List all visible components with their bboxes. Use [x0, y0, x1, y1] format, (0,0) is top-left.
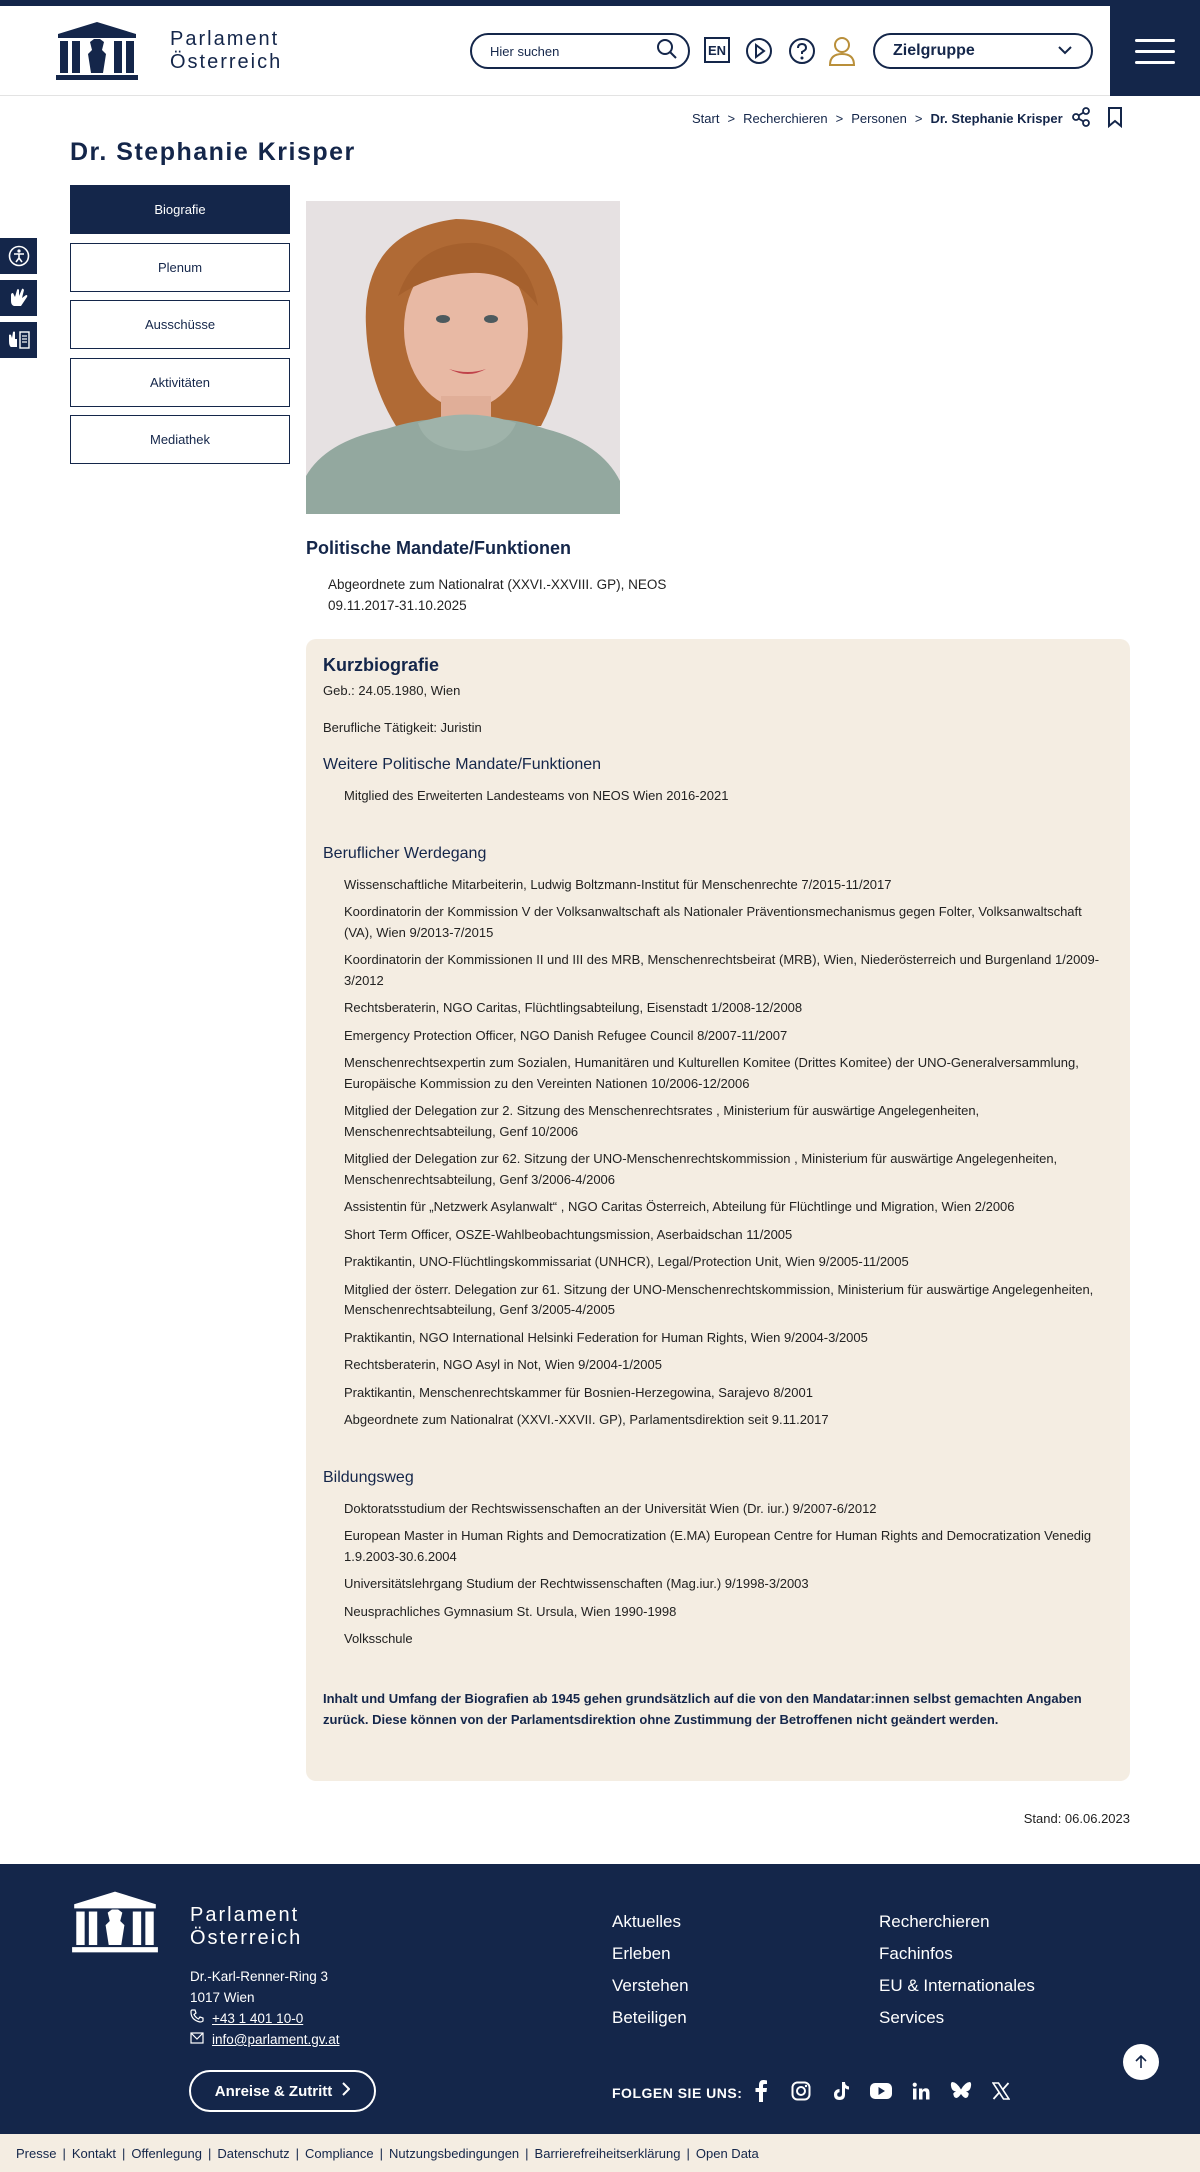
legal-separator: | — [686, 2145, 690, 2161]
mandate-period: 09.11.2017-31.10.2025 — [328, 598, 467, 613]
list-item: Koordinatorin der Kommissionen II und III des MRB, Menschenrechtsbeirat (MRB), Wien, Niederösterreich und Burgenland 1/2009-3/2012 — [344, 952, 1100, 988]
legal-separator: | — [525, 2145, 529, 2161]
list-item: Rechtsberaterin, NGO Caritas, Flüchtlingsabteilung, Eisenstadt 1/2008-12/2008 — [344, 1000, 803, 1015]
list-item: Mitglied des Erweiterten Landesteams von NEOS Wien 2016-2021 — [344, 788, 729, 803]
nav-item-biografie[interactable]: Biografie — [70, 185, 290, 234]
site-footer — [0, 1864, 1200, 2134]
list-item: Praktikantin, UNO-Flüchtlingskommissariat (UNHCR), Legal/Protection Unit, Wien 9/2005-11/2005 — [344, 1254, 909, 1269]
bildungsweg-heading: Bildungsweg — [323, 1468, 414, 1486]
youtube-icon[interactable] — [868, 2078, 894, 2104]
footer-brand — [190, 1904, 302, 1950]
list-item: Menschenrechtsexpertin zum Sozialen, Humanitären und Kulturellen Komitee (Drittes Komitee) der UNO-Generalversammlung, Europäische Kommission zu den Vereinten Nationen 10/2006-12/2006 — [344, 1055, 1079, 1091]
search-icon[interactable] — [656, 38, 678, 65]
nav-item-mediathek[interactable]: Mediathek — [70, 415, 290, 464]
list-item: Praktikantin, NGO International Helsinki Federation for Human Rights, Wien 9/2004-3/2005 — [344, 1329, 868, 1345]
breadcrumb-item-recherchieren[interactable]: Recherchieren — [743, 111, 828, 126]
list-item: Rechtsberaterin, NGO Asyl in Not, Wien 9/2004-1/2005 — [344, 1357, 662, 1372]
footer-link-aktuelles[interactable]: Aktuelles — [612, 1912, 681, 1931]
x-icon[interactable] — [988, 2078, 1014, 2104]
legal-separator: | — [121, 2145, 126, 2161]
page-title: Dr. Stephanie Krisper — [70, 138, 356, 166]
job-info: Berufliche Tätigkeit: Juristin — [323, 720, 482, 735]
mandate-line: Abgeordnete zum Nationalrat (XXVI.-XXVIII. GP), NEOS — [328, 577, 667, 592]
mandate-heading: Politische Mandate/Funktionen — [306, 538, 572, 558]
footer-link-erleben[interactable]: Erleben — [612, 1944, 671, 1963]
list-item: Neusprachliches Gymnasium St. Ursula, Wien 1990-1998 — [344, 1603, 677, 1619]
sign-language-icon[interactable] — [0, 280, 37, 316]
zielgruppe-dropdown[interactable] — [873, 33, 1093, 69]
footer-links-col1 — [612, 1906, 689, 2034]
linkedin-icon[interactable] — [908, 2078, 934, 2104]
mail-icon — [190, 2029, 204, 2050]
legal-link-offenlegung[interactable]: Offenlegung — [131, 2145, 202, 2161]
list-item: Praktikantin, Menschenrechtskammer für Bosnien-Herzegowina, Sarajevo 8/2001 — [344, 1384, 813, 1400]
hamburger-line — [1135, 39, 1175, 42]
weitere-mandate-heading: Weitere Politische Mandate/Funktionen — [323, 756, 602, 773]
search-input[interactable] — [490, 44, 650, 59]
footer-link-services[interactable]: Services — [879, 2008, 945, 2027]
anreise-button[interactable] — [189, 2070, 376, 2112]
portrait-photo — [306, 201, 620, 514]
footer-link-fachinfos[interactable]: Fachinfos — [879, 1944, 953, 1963]
footer-link-beteiligen[interactable]: Beteiligen — [612, 2008, 687, 2027]
bildungsweg-list — [323, 1499, 1114, 1650]
legal-separator: | — [295, 2145, 299, 2161]
phone-link[interactable]: +43 1 401 10-0 — [212, 2011, 304, 2026]
chevron-down-icon — [1057, 42, 1073, 60]
person-nav — [70, 185, 290, 473]
mandate-block — [328, 574, 666, 616]
follow-label: FOLGEN SIE UNS: — [612, 2085, 743, 2101]
breadcrumb-separator: > — [727, 111, 736, 126]
breadcrumb-item-personen[interactable]: Personen — [851, 111, 907, 126]
list-item: Assistentin für „Netzwerk Asylanwalt“ , NGO Caritas Österreich, Abteilung für Flüchtlinge und Migration, Wien 2/2006 — [344, 1199, 1015, 1214]
chevron-right-icon — [342, 2082, 350, 2100]
back-to-top-button[interactable] — [1123, 2044, 1159, 2080]
search-box[interactable] — [470, 33, 690, 69]
footer-logo[interactable] — [70, 1889, 160, 1960]
breadcrumb — [692, 106, 1123, 131]
accessibility-toolbar — [0, 238, 37, 364]
list-item: Mitglied der österr. Delegation zur 61. Sitzung der UNO-Menschenrechtskommission, Ministerium für auswärtige Angelegenheiten, Menschenrechtsabteilung, Genf 3/2005-4/2005 — [344, 1281, 1094, 1317]
arrow-up-icon — [1134, 2055, 1148, 2069]
parliament-logo-icon — [70, 1889, 160, 1955]
anreise-label: Anreise & Zutritt — [214, 2082, 333, 2100]
brand-line1: Parlament — [170, 28, 280, 50]
instagram-icon[interactable] — [788, 2078, 814, 2104]
legal-link-barrierefreiheit[interactable]: Barrierefreiheitserklärung — [534, 2145, 681, 2161]
social-links — [748, 2078, 1014, 2104]
legal-link-nutzungsbedingungen[interactable]: Nutzungsbedingungen — [389, 2145, 520, 2161]
email-link[interactable]: info@parlament.gv.at — [212, 2032, 340, 2047]
kurzbiografie-heading: Kurzbiografie — [323, 655, 440, 675]
facebook-icon[interactable] — [748, 2078, 774, 2104]
legal-links-bar — [0, 2134, 1200, 2172]
list-item: Short Term Officer, OSZE-Wahlbeobachtungsmission, Aserbaidschan 11/2005 — [344, 1226, 793, 1242]
breadcrumb-current: Dr. Stephanie Krisper — [930, 111, 1063, 126]
werdegang-heading: Beruflicher Werdegang — [323, 844, 487, 862]
legal-separator: | — [62, 2145, 66, 2161]
last-updated: Stand: 06.06.2023 — [1023, 1811, 1130, 1826]
nav-item-aktivitaeten[interactable]: Aktivitäten — [70, 358, 290, 407]
list-item: Universitätslehrgang Studium der Rechtwissenschaften (Mag.iur.) 9/1998-3/2003 — [344, 1576, 809, 1591]
bluesky-icon[interactable] — [948, 2078, 974, 2104]
list-item: Wissenschaftliche Mitarbeiterin, Ludwig Boltzmann-Institut für Menschenrechte 7/2015-11/2017 — [344, 876, 892, 892]
list-item: Volksschule — [344, 1631, 413, 1646]
easy-language-icon[interactable] — [0, 322, 37, 358]
list-item: Koordinatorin der Kommission V der Volksanwaltschaft als Nationaler Präventionsmechanismus gegen Folter, Volksanwaltschaft (VA), Wien 9/2013-7/2015 — [344, 904, 1082, 940]
legal-link-presse[interactable]: Presse — [16, 2145, 57, 2161]
biography-disclaimer: Inhalt und Umfang der Biografien ab 1945 gehen grundsätzlich auf die von den Mandatar:innen selbst gemachten Angaben zurück. Diese können von der Parlamentsdirektion ohne Zustimmung der Betroffenen nicht geändert werden. — [323, 1690, 1082, 1727]
zielgruppe-label: Zielgruppe — [893, 42, 975, 59]
brand-line2: Österreich — [170, 51, 283, 73]
phone-icon — [190, 2008, 204, 2029]
play-icon[interactable] — [745, 37, 773, 65]
address-city: 1017 Wien — [190, 1990, 255, 2005]
list-item: Mitglied der Delegation zur 2. Sitzung des Menschenrechtsrates , Ministerium für auswärtige Angelegenheiten, Menschenrechtsabteilung, Genf 10/2006 — [344, 1103, 980, 1139]
parliament-logo-icon — [54, 20, 140, 82]
hamburger-line — [1135, 61, 1175, 64]
breadcrumb-item-start[interactable]: Start — [692, 111, 720, 126]
legal-link-compliance[interactable]: Compliance — [305, 2145, 374, 2161]
list-item: Emergency Protection Officer, NGO Danish Refugee Council 8/2007-11/2007 — [344, 1027, 788, 1043]
nav-item-ausschuesse[interactable]: Ausschüsse — [70, 300, 290, 349]
footer-address — [190, 1966, 340, 2050]
footer-link-recherchieren[interactable]: Recherchieren — [879, 1912, 990, 1931]
breadcrumb-separator: > — [835, 111, 844, 126]
breadcrumb-separator: > — [914, 111, 923, 126]
legal-link-datenschutz[interactable]: Datenschutz — [217, 2145, 290, 2161]
nav-item-plenum[interactable]: Plenum — [70, 243, 290, 292]
weitere-mandate-list — [323, 786, 1114, 807]
site-logo[interactable] — [54, 20, 282, 82]
footer-brand-line1: Parlament — [190, 1904, 300, 1926]
list-item: Abgeordnete zum Nationalrat (XXVI.-XXVII. GP), Parlamentsdirektion seit 9.11.2017 — [344, 1412, 829, 1427]
legal-link-kontakt[interactable]: Kontakt — [71, 2145, 116, 2161]
list-item: Doktoratsstudium der Rechtswissenschaften an der Universität Wien (Dr. iur.) 9/2007-6/2012 — [344, 1500, 877, 1516]
legal-separator: | — [207, 2145, 212, 2161]
kurzbiografie-box — [306, 639, 1130, 1781]
accessibility-icon[interactable] — [0, 238, 37, 274]
birth-info: Geb.: 24.05.1980, Wien — [323, 683, 461, 698]
list-item: Mitglied der Delegation zur 62. Sitzung der UNO-Menschenrechtskommission , Ministerium für auswärtige Angelegenheiten, Menschenrechtsabteilung, Genf 3/2006-4/2006 — [344, 1151, 1058, 1187]
bookmark-icon[interactable] — [1107, 106, 1123, 131]
tiktok-icon[interactable] — [828, 2078, 854, 2104]
legal-separator: | — [379, 2145, 384, 2161]
help-icon[interactable] — [788, 37, 816, 65]
hamburger-line — [1135, 50, 1175, 53]
site-header — [0, 6, 1200, 96]
footer-links-col2 — [879, 1906, 1035, 2034]
address-street: Dr.-Karl-Renner-Ring 3 — [190, 1969, 329, 1984]
share-icon[interactable] — [1071, 107, 1091, 130]
footer-link-verstehen[interactable]: Verstehen — [612, 1976, 689, 1995]
menu-button[interactable] — [1110, 6, 1200, 96]
werdegang-list — [323, 875, 1114, 1431]
user-icon[interactable] — [828, 37, 856, 65]
legal-link-open-data[interactable]: Open Data — [695, 2145, 759, 2161]
language-button[interactable]: EN — [704, 37, 730, 63]
list-item: European Master in Human Rights and Democratization (E.MA) European Centre for Human Rights and Democratization Venedig 1.9.2003-30.6.2004 — [344, 1528, 1092, 1564]
footer-brand-line2: Österreich — [190, 1927, 303, 1949]
footer-link-eu-internationales[interactable]: EU & Internationales — [879, 1976, 1035, 1995]
